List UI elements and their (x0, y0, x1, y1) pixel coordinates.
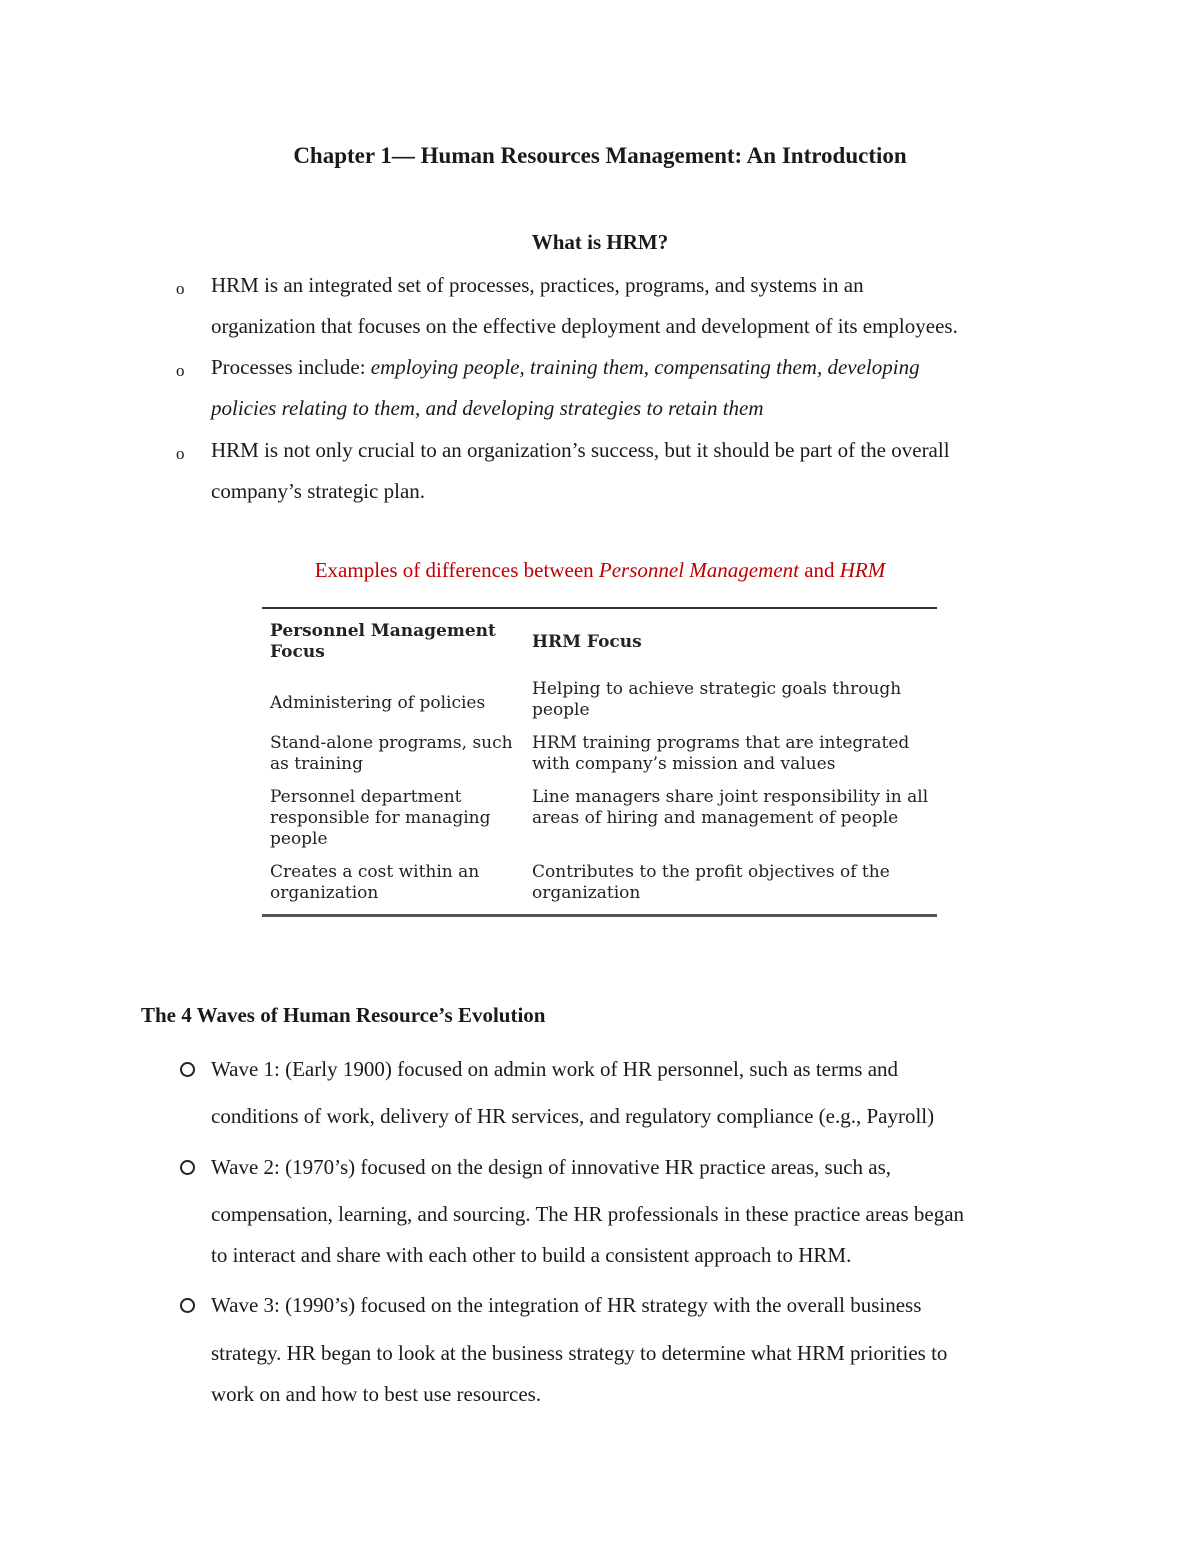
table-cell: Contributes to the profit objectives of the organization (532, 862, 890, 903)
caption-prefix: Examples of differences between (314, 558, 599, 582)
bullet-item-hrm-definition (211, 265, 1091, 347)
bullet-text-line: HRM is not only crucial to an organization’s success, but it should be part of the overall (211, 438, 950, 462)
bullet-item-hrm-importance (211, 430, 1091, 512)
wave-text-line: Wave 1: (Early 1900) focused on admin work of HR personnel, such as terms and (211, 1057, 899, 1081)
bullet-prefix: Processes include: (211, 355, 371, 379)
bullet-marker: o (176, 444, 185, 463)
table-cell: Administering of policies (270, 693, 486, 713)
bullet-text-line: company’s strategic plan. (211, 479, 426, 503)
bullet-item-processes (211, 347, 1091, 429)
circle-bullet-icon (180, 1298, 195, 1313)
bullet-italic-text: employing people, training them, compensating them, developing (370, 355, 920, 379)
table-row (262, 673, 937, 727)
section-heading-what-is-hrm: What is HRM? (531, 230, 669, 254)
bullet-marker: o (176, 279, 185, 298)
table-header-row (262, 608, 937, 673)
bullet-text-line (211, 347, 1091, 388)
wave-item-2 (211, 1151, 1091, 1271)
wave-text-line: compensation, learning, and sourcing. The HR professionals in these practice areas began (211, 1202, 965, 1226)
circle-bullet-icon (180, 1062, 195, 1077)
bullet-marker: o (176, 361, 185, 380)
table-header-cell: HRM Focus (532, 631, 642, 652)
wave-text-line: conditions of work, delivery of HR services, and regulatory compliance (e.g., Payroll) (211, 1104, 935, 1128)
table-row (262, 781, 937, 856)
comparison-table (262, 607, 937, 917)
section-heading-four-waves: The 4 Waves of Human Resource’s Evolution (141, 1003, 546, 1027)
wave-text-line: work on and how to best use resources. (211, 1382, 542, 1406)
table-caption (0, 558, 1200, 583)
table-cell: Creates a cost within an organization (270, 862, 480, 903)
wave-text-line: Wave 3: (1990’s) focused on the integration of HR strategy with the overall business (211, 1293, 922, 1317)
bullet-text-line: organization that focuses on the effective deployment and development of its employees. (211, 314, 958, 338)
table-header-cell: Personnel Management Focus (270, 621, 496, 662)
caption-middle: and (798, 558, 840, 582)
wave-text-line: strategy. HR began to look at the business strategy to determine what HRM priorities to (211, 1341, 948, 1365)
bullet-text-line: HRM is an integrated set of processes, practices, programs, and systems in an (211, 273, 864, 297)
table-row (262, 727, 937, 781)
wave-text-line: to interact and share with each other to build a consistent approach to HRM. (211, 1243, 852, 1267)
wave-item-3 (211, 1289, 1091, 1410)
wave-text-line: Wave 2: (1970’s) focused on the design of innovative HR practice areas, such as, (211, 1155, 892, 1179)
table-cell: Line managers share joint responsibility in all areas of hiring and management of people (532, 787, 929, 828)
caption-italic-hrm: HRM (839, 558, 886, 582)
document-title: Chapter 1— Human Resources Management: An Introduction (293, 143, 907, 168)
bullet-italic-text: policies relating to them, and developing strategies to retain them (211, 396, 764, 420)
table-cell: HRM training programs that are integrated with company’s mission and values (532, 733, 910, 774)
wave-item-1 (211, 1053, 1091, 1132)
circle-bullet-icon (180, 1160, 195, 1175)
table-cell: Personnel department responsible for managing people (270, 787, 491, 849)
table-cell: Stand-alone programs, such as training (270, 733, 513, 774)
caption-italic-personnel: Personnel Management (598, 558, 799, 582)
table-row (262, 856, 937, 916)
table-cell: Helping to achieve strategic goals through people (532, 679, 902, 720)
